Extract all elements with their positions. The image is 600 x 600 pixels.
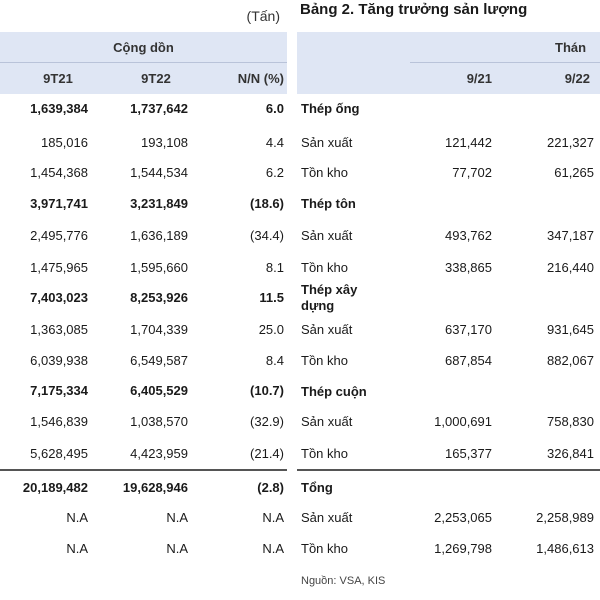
cell-9t22: 1,595,660 bbox=[130, 260, 188, 275]
cell-9-21: 121,442 bbox=[445, 135, 492, 150]
cell-yoy: 4.4 bbox=[265, 135, 284, 150]
cell-yoy: (34.4) bbox=[250, 228, 284, 243]
cell-9-22: 326,841 bbox=[547, 446, 594, 461]
cell-9-21: 338,865 bbox=[445, 260, 492, 275]
cell-9t21: 7,403,023 bbox=[30, 290, 88, 305]
cell-9t22: 3,231,849 bbox=[130, 196, 188, 211]
row-label: Sản xuất bbox=[301, 135, 353, 150]
cell-9t22: 8,253,926 bbox=[130, 290, 188, 305]
cell-9-22: 61,265 bbox=[554, 165, 594, 180]
cell-9t21: 5,628,495 bbox=[30, 446, 88, 461]
row-label-category: Tổng bbox=[301, 480, 333, 495]
cell-yoy: 8.1 bbox=[265, 260, 284, 275]
source-note: Nguồn: VSA, KIS bbox=[301, 575, 386, 587]
cell-9t22: 6,405,529 bbox=[130, 383, 188, 398]
col-header-yoy: N/N (%) bbox=[237, 71, 284, 86]
cell-9t21: N.A bbox=[66, 541, 88, 556]
cell-9t21: 1,475,965 bbox=[30, 260, 88, 275]
cell-9-21: 165,377 bbox=[445, 446, 492, 461]
row-label: Tồn kho bbox=[301, 165, 348, 180]
row-label: Sản xuất bbox=[301, 322, 353, 337]
cell-9-22: 1,486,613 bbox=[536, 541, 594, 556]
cell-yoy: N.A bbox=[262, 510, 284, 525]
cell-yoy: 6.0 bbox=[265, 101, 284, 116]
cell-9t22: 1,544,534 bbox=[130, 165, 188, 180]
cell-9t21: 1,546,839 bbox=[30, 414, 88, 429]
left-total-divider bbox=[0, 469, 287, 471]
cell-9-22: 221,327 bbox=[547, 135, 594, 150]
table-separator bbox=[289, 28, 295, 568]
cell-9t21: 7,175,334 bbox=[30, 383, 88, 398]
right-group-header: Thán bbox=[555, 40, 587, 55]
cell-9-22: 216,440 bbox=[547, 260, 594, 275]
row-label-category: Thép tôn bbox=[301, 196, 356, 211]
cell-9-22: 758,830 bbox=[547, 414, 594, 429]
cell-9t22: 4,423,959 bbox=[130, 446, 188, 461]
cell-9-21: 2,253,065 bbox=[434, 510, 492, 525]
row-label: Tồn kho bbox=[301, 446, 348, 461]
cell-9t22: 1,636,189 bbox=[130, 228, 188, 243]
cell-9t21: 1,363,085 bbox=[30, 322, 88, 337]
cell-9t21: 185,016 bbox=[41, 135, 88, 150]
row-label: Tồn kho bbox=[301, 541, 348, 556]
cell-9-21: 493,762 bbox=[445, 228, 492, 243]
cell-9t22: 1,038,570 bbox=[130, 414, 188, 429]
row-label-category: Thép ống bbox=[301, 101, 360, 116]
row-label: Sản xuất bbox=[301, 414, 353, 429]
cell-9-21: 687,854 bbox=[445, 353, 492, 368]
row-label-category: Thép xây dựng bbox=[301, 282, 358, 313]
right-header-divider bbox=[410, 62, 600, 63]
cell-9t21: 1,454,368 bbox=[30, 165, 88, 180]
cell-9-21: 637,170 bbox=[445, 322, 492, 337]
cell-9t21: 3,971,741 bbox=[30, 196, 88, 211]
right-total-divider bbox=[297, 469, 600, 471]
cell-yoy: (2.8) bbox=[257, 480, 284, 495]
cell-yoy: 25.0 bbox=[258, 322, 284, 337]
row-label-category: Thép cuộn bbox=[301, 384, 367, 399]
cell-yoy: (32.9) bbox=[250, 414, 284, 429]
cell-9t22: 19,628,946 bbox=[122, 480, 188, 495]
cell-9t22: 1,704,339 bbox=[130, 322, 188, 337]
cell-yoy: (10.7) bbox=[250, 383, 284, 398]
col-header-9-22: 9/22 bbox=[564, 71, 590, 86]
cell-9t22: 6,549,587 bbox=[130, 353, 188, 368]
left-group-header: Cộng dồn bbox=[113, 40, 174, 55]
row-label: Tồn kho bbox=[301, 353, 348, 368]
cell-9t22: N.A bbox=[166, 541, 188, 556]
cell-9-22: 347,187 bbox=[547, 228, 594, 243]
cell-9t22: 193,108 bbox=[141, 135, 188, 150]
col-header-9t21: 9T21 bbox=[43, 71, 73, 86]
cell-yoy: 6.2 bbox=[265, 165, 284, 180]
cell-yoy: N.A bbox=[262, 541, 284, 556]
cell-yoy: (21.4) bbox=[250, 446, 284, 461]
cell-9-22: 882,067 bbox=[547, 353, 594, 368]
col-header-9t22: 9T22 bbox=[141, 71, 171, 86]
cell-yoy: 8.4 bbox=[265, 353, 284, 368]
cell-9-21: 1,000,691 bbox=[434, 414, 492, 429]
cell-9t21: 1,639,384 bbox=[30, 101, 88, 116]
row-label: Sản xuất bbox=[301, 228, 353, 243]
table-title: Bảng 2. Tăng trưởng sản lượng bbox=[300, 1, 528, 18]
row-label: Sản xuất bbox=[301, 510, 353, 525]
cell-9t21: N.A bbox=[66, 510, 88, 525]
cell-9t22: 1,737,642 bbox=[130, 101, 188, 116]
row-label: Tồn kho bbox=[301, 260, 348, 275]
left-header-divider bbox=[0, 62, 287, 63]
col-header-9-21: 9/21 bbox=[466, 71, 492, 86]
cell-9-21: 77,702 bbox=[452, 165, 492, 180]
cell-yoy: 11.5 bbox=[259, 290, 284, 305]
cell-9-21: 1,269,798 bbox=[434, 541, 492, 556]
unit-label: (Tấn) bbox=[246, 8, 280, 24]
cell-yoy: (18.6) bbox=[250, 196, 284, 211]
cell-9t21: 2,495,776 bbox=[30, 228, 88, 243]
cell-9-22: 2,258,989 bbox=[536, 510, 594, 525]
cell-9t21: 6,039,938 bbox=[30, 353, 88, 368]
cell-9t22: N.A bbox=[166, 510, 188, 525]
cell-9t21: 20,189,482 bbox=[22, 480, 88, 495]
cell-9-22: 931,645 bbox=[547, 322, 594, 337]
